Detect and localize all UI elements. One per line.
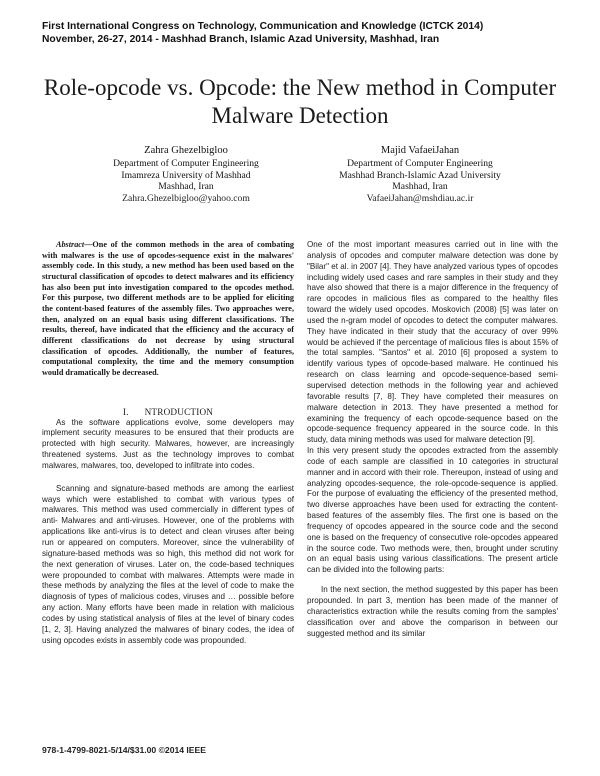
author-name: Majid VafaeiJahan: [380, 145, 460, 156]
intro-paragraph-1: As the software applications evolve, some developers may implement security measures to be ensured that their products are protected with high security. Malwares, however, are increasingly threatened systems. Just as the technology improves to combat malwares, malwares, too, developed to infiltrate into codes.: [42, 417, 294, 470]
author-email[interactable]: VafaeiJahan@mshdiau.ac.ir: [366, 192, 474, 204]
author-department: Department of Computer Engineering: [347, 158, 493, 169]
author-location: Mashhad, Iran: [392, 181, 448, 192]
author-block-2: [300, 144, 540, 204]
intro-paragraph-3: One of the most important measures carried out in line with the analysis of opcodes and computer malware detection was done by "Bilar" et al. in 2007 [4]. They have analyzed various types of opcodes including widely used cases and rare samples in their study and they have also showed that there is a major difference in the frequency of rare opcodes in malicious files as compared to the healthy files toward the widely used opcodes. Moskovich (2008) [5] was later on used the n-gram model of opcodes to detect the computer malwares. They have indicated in their study that the accuracy of over 99% would be achieved if the percentage of malicious files is about 15% of the total samples. "Santos" et al. 2010 [6] proposed a system to identify various types of opcode-based malware. He continued his research on class learning and opcode-sequence-based semi-supervised detection methods in the following year and achieved favorable results [7, 8]. They have completed their measures on malware detection in 2013. They have presented a method for examining the frequency of each opcode-sequence based on the opcode-sequence frequency appeared in the source code. In this study, data mining methods was used for malware detection [9].: [307, 240, 558, 445]
abstract-text: —One of the common methods in the area of combating with malwares is the use of opcodes-sequence exist in the malwares' assembly code. In this study, a new method has been used based on the structural classification of opcodes to detect malwares and its efficiency has also been put into investigation compared to the opcodes method. For this purpose, two different methods are to be applied for eliciting the content-based features of the assembly files. Two approaches were, then, analyzed on an equal basis using different classifications. The results, thereof, have indicated that the efficiency and the accuracy of different classifications do not decrease by using structural classification of opcodes. Additionally, the number of features, computational complexity, the time and the memory consumption would dramatically be decreased.: [42, 240, 294, 377]
intro-paragraph-2: Scanning and signature-based methods are among the earliest ways which were established to combat with various types of malwares. This method was used commercially in different types of anti- Malwares and anti-viruses. However, one of the problems with applications like anti-virus is to detect and clean viruses after being run or appeared on computers. Moreover, since the vulnerability of signature-based methods was so high, this method did not work for the next generation of viruses. Later on, the code-based techniques were propounded to combat with malwares. Attempts were made in these methods by analyzing the files at the level of code to make the diagnosis of types of malicious codes, viruses and … possible before any action. Many efforts have been made in relation with malicious codes by using statistical analysis of files at the level of binary codes [1, 2, 3]. Having analyzed the malwares of binary codes, the idea of using opcodes exists in assembly code was propounded.: [42, 483, 294, 645]
section-number: I.: [122, 406, 129, 417]
author-location: Mashhad, Iran: [158, 181, 214, 192]
author-email[interactable]: Zahra.Ghezelbigloo@yahoo.com: [122, 192, 250, 204]
author-department: Department of Computer Engineering: [113, 158, 259, 169]
section-heading-introduction: [42, 406, 294, 418]
section-title: NTRODUCTION: [144, 406, 214, 417]
conference-date-location: November, 26-27, 2014 - Mashhad Branch, Islamic Azad University, Mashhad, Iran: [42, 34, 440, 45]
intro-paragraph-5: In the next section, the method suggested by this paper has been propounded. In part 3, mention has been made of the manner of characteristics extraction while the results coming from the samples' classification over and above the comparison in between our suggested method and its similar: [307, 585, 558, 638]
right-column: [307, 240, 558, 639]
abstract-lead: Abstract: [56, 240, 85, 249]
author-affiliation: Mashhad Branch-Islamic Azad University: [339, 169, 501, 181]
left-column: [42, 240, 294, 646]
author-block-1: [66, 144, 306, 204]
intro-paragraph-4: In this very present study the opcodes extracted from the assembly code of each sample are classified in 10 categories in structural manner and in accord with their role. Thereupon, instead of using and analyzing opcodes-sequence, the role-opcode-sequence is applied. For the purpose of evaluating the efficiency of the presented method, two diverse approaches have been used for extracting the content-based features of the assembly files. The first one is based on the frequency of opcodes appeared in the source code and the second one is based on the frequency of consecutive role-opcodes appeared in the source code. Two methods were, then, brought under scrutiny on an equal basis using various classifications. The present article can be divided into the following parts:: [307, 446, 558, 575]
abstract: [42, 240, 294, 379]
conference-header: [42, 20, 562, 46]
copyright-footer: 978-1-4799-8021-5/14/$31.00 ©2014 IEEE: [42, 745, 207, 755]
author-affiliation: Imamreza University of Mashhad: [121, 169, 251, 181]
paper-title: Role-opcode vs. Opcode: the New method in Computer Malware Detection: [43, 75, 557, 128]
conference-title: First International Congress on Technology, Communication and Knowledge (ICTCK 2014): [42, 21, 484, 32]
author-name: Zahra Ghezelbigloo: [144, 145, 228, 156]
